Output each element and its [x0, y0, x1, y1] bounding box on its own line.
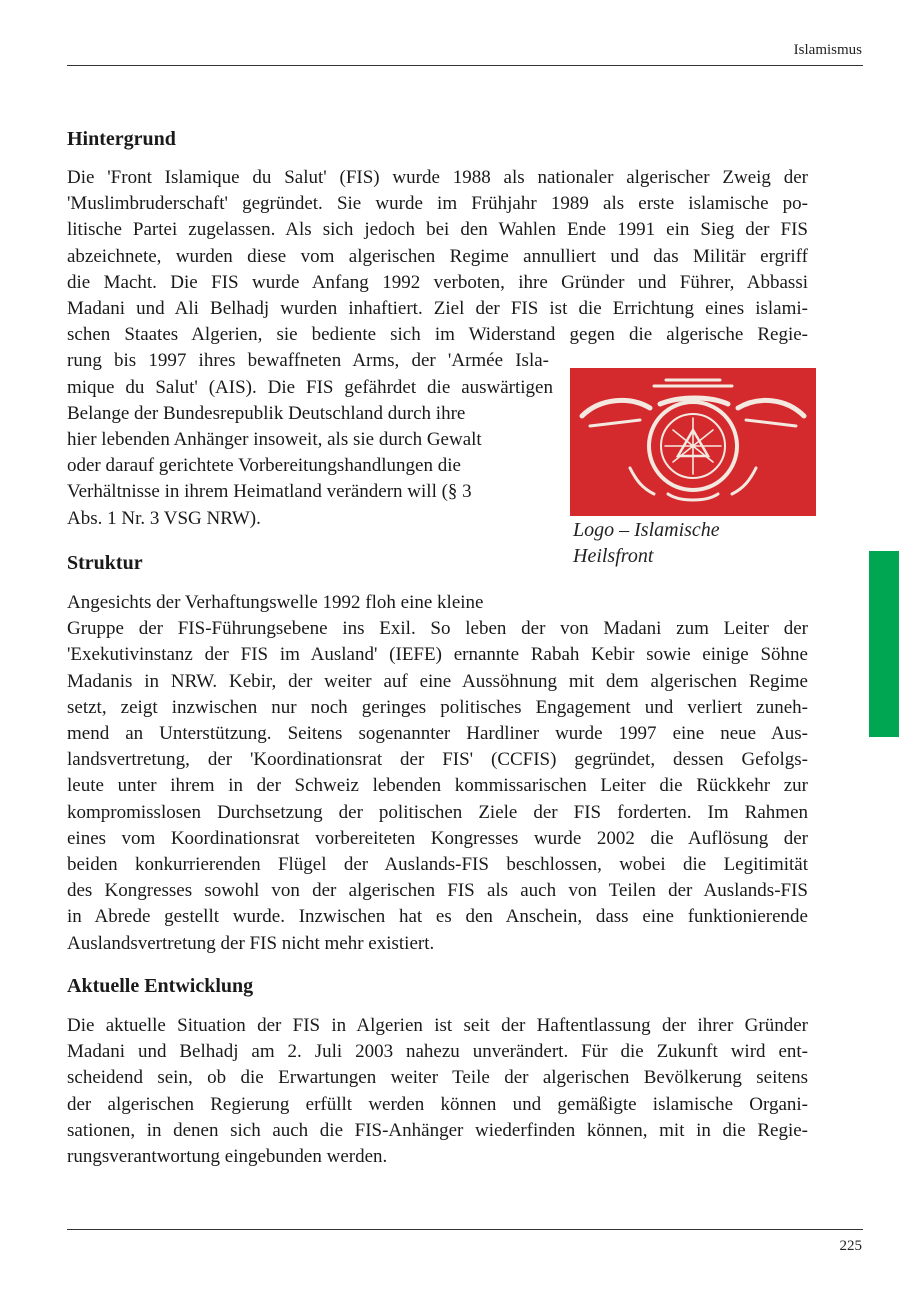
text-line: mend an Unterstützung. Seitens sogenannter Hardliner wurde 1997 eine neue Aus-: [67, 723, 808, 745]
text-line: Madani und Ali Belhadj wurden inhaftiert. Ziel der FIS ist die Errichtung eines islami-: [67, 298, 808, 320]
heading-aktuelle-entwicklung: Aktuelle Entwicklung: [67, 975, 254, 997]
text-line: der algerischen Regierung erfüllt werden können und gemäßigte islamische Organi-: [67, 1093, 808, 1115]
running-header: Islamismus: [793, 42, 862, 58]
text-line: eines vom Koordinationsrat vorbereiteten Kongresses wurde 2002 die Auflösung der: [67, 827, 808, 849]
heading-hintergrund: Hintergrund: [67, 128, 176, 150]
text-line: die Macht. Die FIS wurde Anfang 1992 verboten, ihre Gründer und Führer, Abbassi: [67, 271, 808, 293]
text-line: scheidend sein, ob die Erwartungen weiter Teile der algerischen Bevölkerung seitens: [67, 1067, 808, 1089]
fis-emblem-icon: [570, 368, 816, 516]
section-marker-tab: [869, 551, 899, 737]
header-rule: [67, 65, 863, 66]
text-line: Gruppe der FIS-Führungsebene ins Exil. So leben der von Madani zum Leiter der: [67, 618, 808, 640]
footer-rule: [67, 1229, 863, 1230]
text-line: mique du Salut' (AIS). Die FIS gefährdet die auswärtigen: [67, 376, 553, 398]
heading-struktur: Struktur: [67, 552, 143, 574]
text-line: Abs. 1 Nr. 3 VSG NRW).: [67, 507, 261, 529]
text-line: rungsverantwortung eingebunden werden.: [67, 1146, 388, 1168]
text-line: Madani und Belhadj am 2. Juli 2003 nahezu unverändert. Für die Zukunft wird ent-: [67, 1041, 808, 1063]
text-line: Angesichts der Verhaftungswelle 1992 floh eine kleine: [67, 592, 484, 613]
text-line: Die 'Front Islamique du Salut' (FIS) wurde 1988 als nationaler algerischer Zweig der: [67, 167, 808, 188]
text-line: sationen, in denen sich auch die FIS-Anhänger wiederfinden können, mit in die Regie-: [67, 1119, 808, 1141]
text-line: in Abrede gestellt wurde. Inzwischen hat es den Anschein, dass eine funktionierende: [67, 906, 808, 928]
text-line: leute unter ihrem in der Schweiz lebenden kommissarischen Leiter die Rückkehr zur: [67, 775, 808, 797]
caption-line: Logo – Islamische: [573, 519, 720, 541]
text-line: abzeichnete, wurden diese vom algerischen Regime annulliert und das Militär ergriff: [67, 245, 808, 267]
text-line: Auslandsvertretung der FIS nicht mehr existiert.: [67, 932, 435, 954]
text-line: Die aktuelle Situation der FIS in Algerien ist seit der Haftentlassung der ihrer Gründer: [67, 1015, 808, 1036]
text-line: 'Muslimbruderschaft' gegründet. Sie wurde im Frühjahr 1989 als erste islamische po-: [67, 193, 808, 215]
text-line: litische Partei zugelassen. Als sich jedoch bei den Wahlen Ende 1991 ein Sieg der FIS: [67, 219, 808, 241]
text-line: 'Exekutivinstanz der FIS im Ausland' (IEFE) ernannte Rabah Kebir sowie einige Söhne: [67, 644, 808, 666]
text-line: setzt, zeigt inzwischen nur noch geringes politisches Engagement und verliert zuneh-: [67, 696, 808, 718]
page-number: 225: [839, 1238, 862, 1254]
text-line: des Kongresses sowohl von der algerischen FIS als auch von Teilen der Auslands-FIS: [67, 880, 808, 902]
text-line: Belange der Bundesrepublik Deutschland durch ihre: [67, 402, 466, 424]
figure-caption: [573, 517, 720, 569]
paragraph-struktur: [67, 590, 808, 957]
text-line: beiden konkurrierenden Flügel der Auslands-FIS beschlossen, wobei die Legitimität: [67, 854, 808, 876]
fis-logo-image: [570, 368, 816, 516]
text-line: rung bis 1997 ihres bewaffneten Arms, der 'Armée Isla-: [67, 350, 549, 372]
paragraph-aktuelle-entwicklung: [67, 1013, 808, 1170]
caption-line: Heilsfront: [573, 545, 654, 567]
text-line: landsvertretung, der 'Koordinationsrat der FIS' (CCFIS) gegründet, dessen Gefolgs-: [67, 749, 808, 771]
text-line: hier lebenden Anhänger insoweit, als sie durch Gewalt: [67, 429, 482, 451]
text-line: kompromisslosen Durchsetzung der politischen Ziele der FIS forderten. Im Rahmen: [67, 801, 808, 823]
text-line: schen Staates Algerien, sie bediente sich im Widerstand gegen die algerische Regie-: [67, 324, 808, 346]
text-line: Madanis in NRW. Kebir, der weiter auf eine Aussöhnung mit dem algerischen Regime: [67, 670, 808, 692]
text-line: Verhältnisse in ihrem Heimatland verändern will (§ 3: [67, 481, 472, 503]
text-line: oder darauf gerichtete Vorbereitungshandlungen die: [67, 455, 461, 477]
